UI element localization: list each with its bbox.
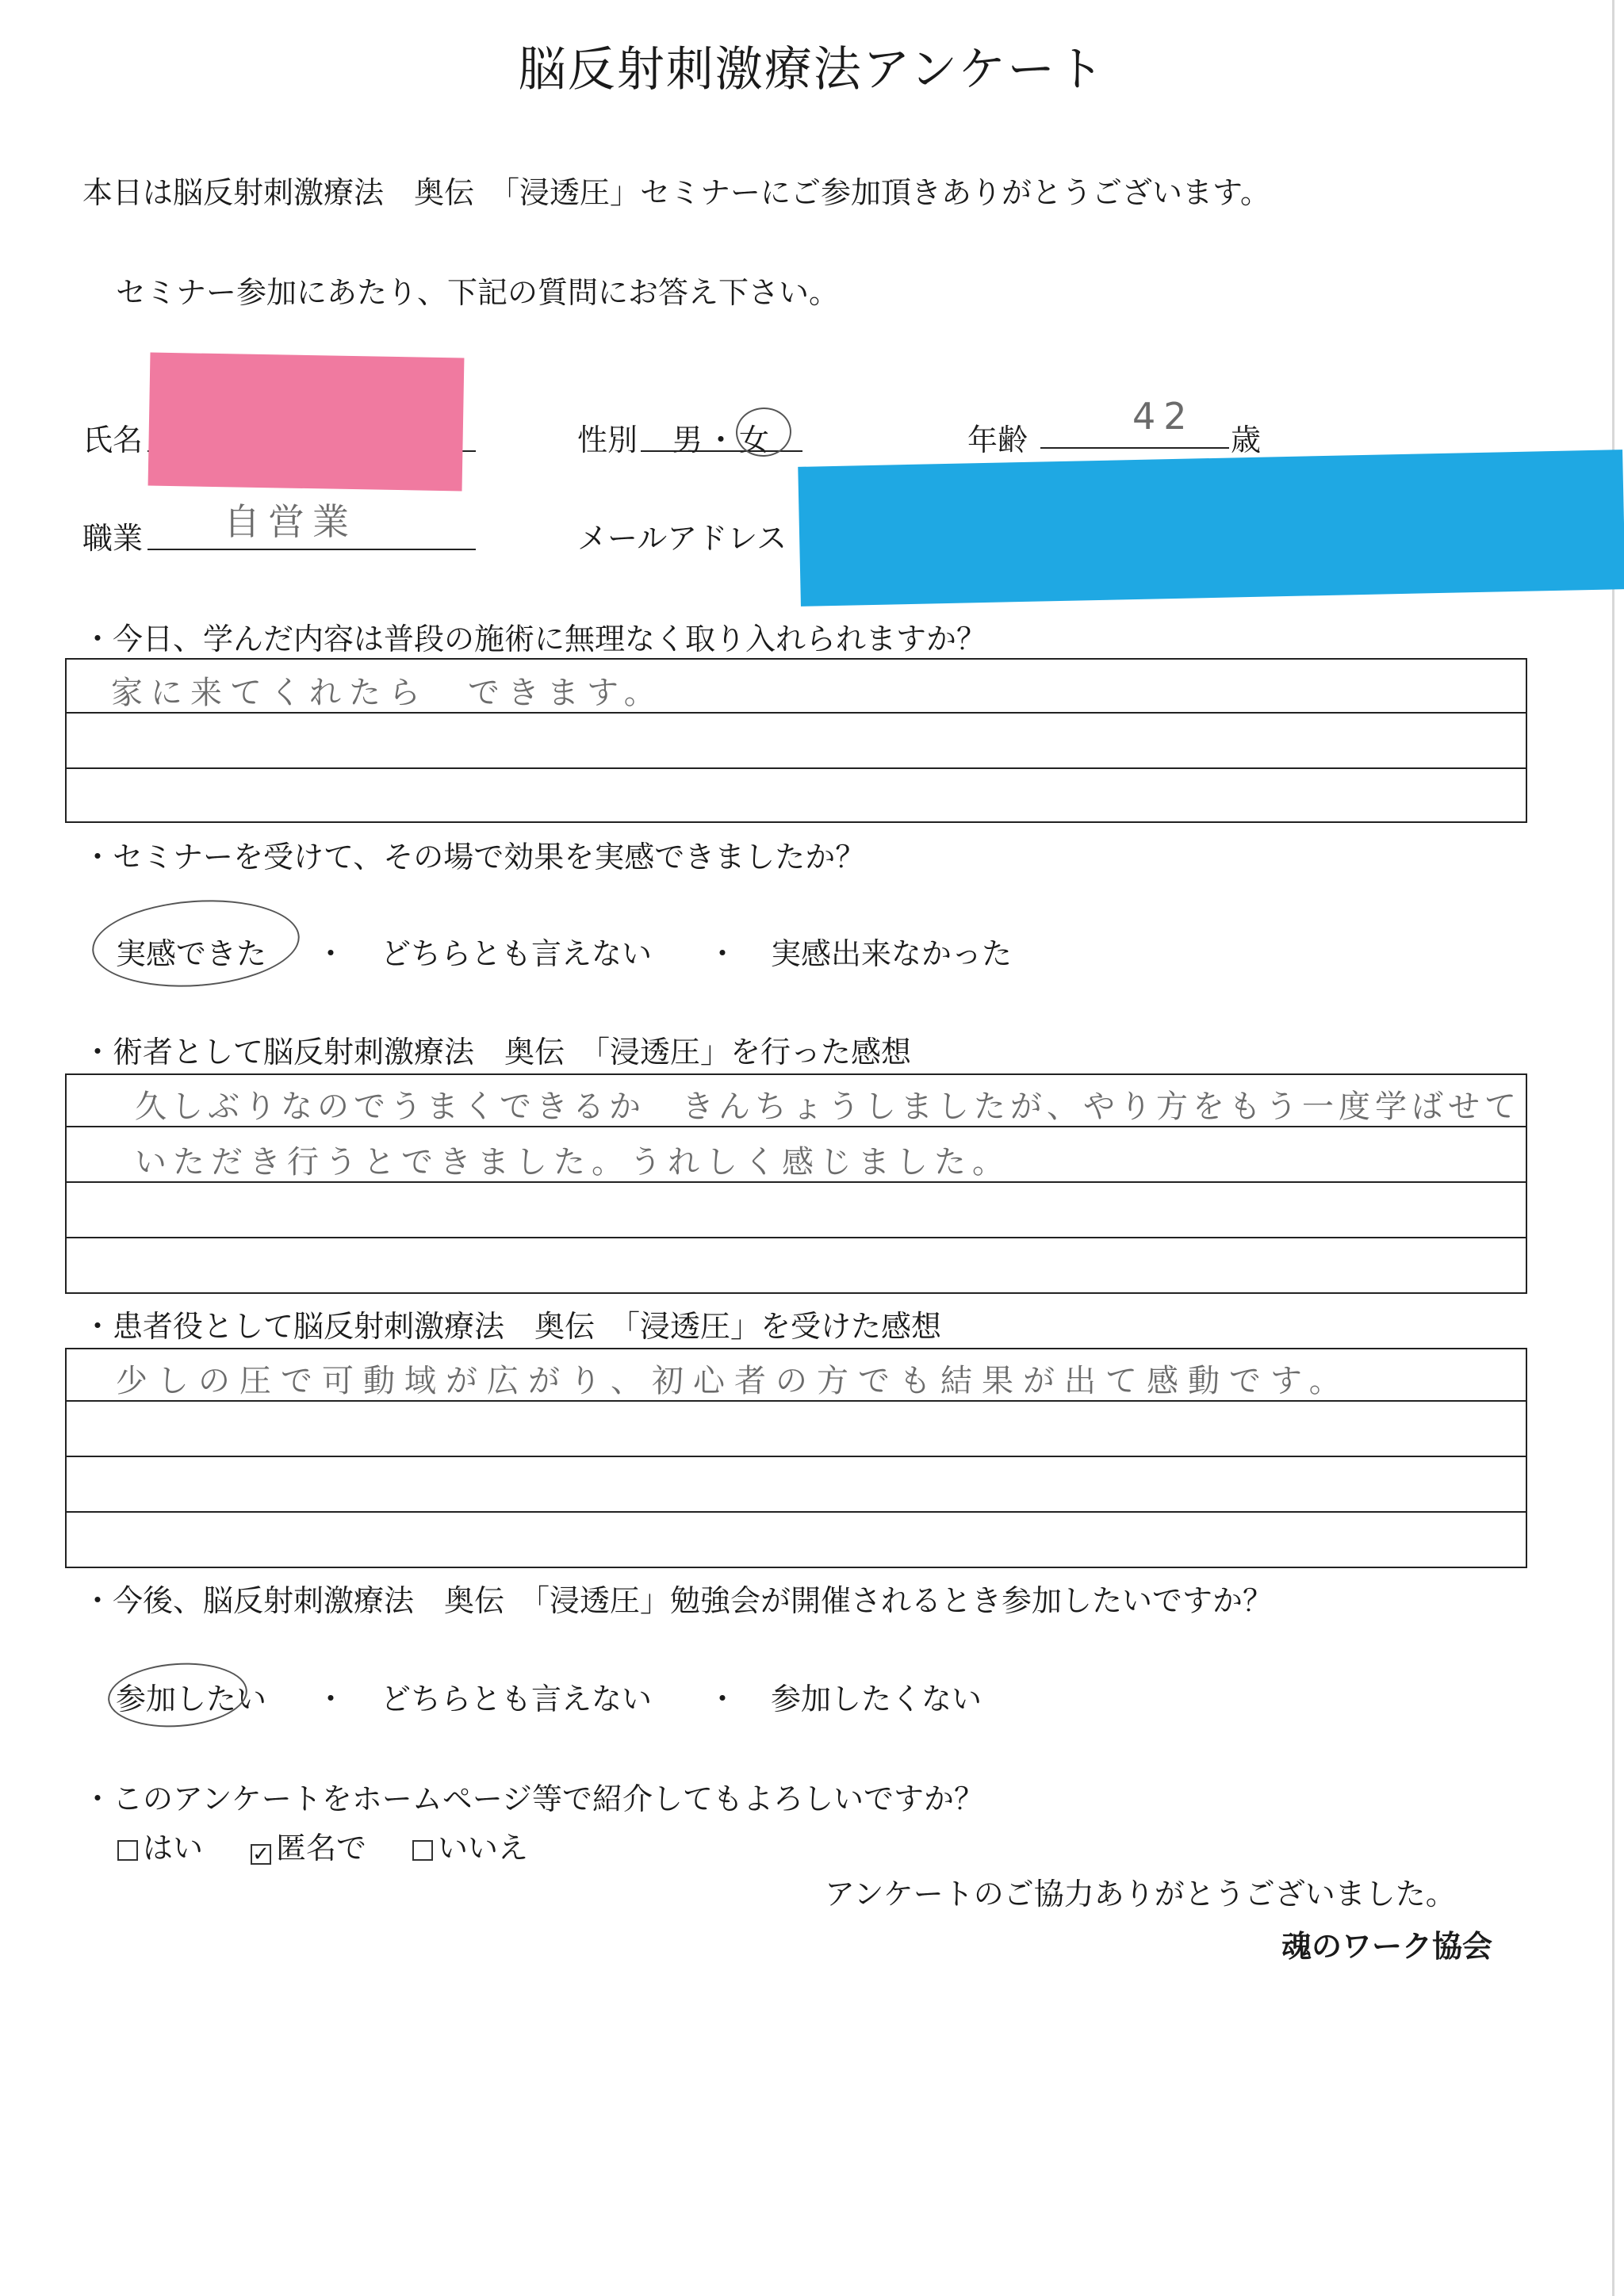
organization-name: 魂のワーク協会 [1281,1928,1493,1964]
answer-line [67,767,1526,769]
option-q2-2[interactable]: どちらとも言えない [381,936,653,971]
age-unit: 歳 [1231,423,1262,457]
gender-options: 男・女 [672,423,773,457]
occupation-label: 職業 [82,521,144,556]
answer-3-line-2: いただき行うとできました。うれしく感じました。 [135,1144,1010,1181]
option-separator: ・ [707,936,738,971]
answer-line [67,1237,1526,1238]
age-value: 42 [1132,395,1195,438]
option-separator: ・ [707,1682,738,1716]
question-4: ・患者役として脳反射刺激療法 奥伝 「浸透圧」を受けた感想 [82,1309,942,1344]
checkbox-yes-label: はい [143,1831,204,1866]
question-3: ・術者として脳反射刺激療法 奥伝 「浸透圧」を行った感想 [82,1035,912,1070]
option-separator: ・ [316,936,347,971]
email-label: メールアドレス [577,521,787,556]
checkbox-anonymous-label: 匿名で [276,1831,367,1866]
gender-label: 性別 [577,423,638,457]
question-1: ・今日、学んだ内容は普段の施術に無理なく取り入れられますか？ [82,622,987,656]
occupation-value: 自営業 [224,500,357,543]
age-field[interactable] [1040,447,1229,449]
checkbox-anonymous[interactable] [251,1823,366,1867]
option-separator: ・ [316,1682,347,1716]
checkbox-yes[interactable] [117,1823,203,1867]
option-q5-1[interactable]: 参加したい [116,1682,267,1716]
instruction-text: セミナー参加にあたり、下記の質問にお答え下さい。 [116,275,840,310]
name-label: 氏名 [82,423,144,457]
question-6: ・このアンケートをホームページ等で紹介してもよろしいですか？ [82,1781,984,1816]
intro-text: 本日は脳反射刺激療法 奥伝 「浸透圧」セミナーにご参加頂きありがとうございます。 [82,175,1270,210]
thanks-text: アンケートのご協力ありがとうございました。 [825,1877,1456,1911]
checkbox-yes-box[interactable] [117,1840,138,1861]
occupation-field[interactable] [147,549,476,550]
option-q2-1[interactable]: 実感できた [116,936,267,971]
answer-4-line-1: 少しの圧で可動域が広がり、初心者の方でも結果が出て感動です。 [116,1363,1350,1399]
page-title: 脳反射刺激療法アンケート [518,42,1106,98]
answer-box-1[interactable] [65,658,1527,823]
answer-3-line-1: 久しぶりなのでうまくできるか きんちょうしましたが、やり方をもう一度学ばせて [135,1089,1521,1125]
option-q5-2[interactable]: どちらとも言えない [381,1682,653,1716]
name-redaction [148,353,465,492]
checkbox-anonymous-box[interactable]: ✓ [251,1844,271,1865]
answer-1-line-1: 家に来てくれたら できます。 [111,675,664,711]
checkbox-no-label: いいえ [438,1831,529,1866]
answer-box-4[interactable] [65,1348,1527,1568]
question-2: ・セミナーを受けて、その場で効果を実感できましたか？ [82,840,866,874]
scan-edge [1612,0,1614,2296]
answer-line [67,1456,1526,1457]
email-redaction [798,450,1624,607]
q2-selected-circle [90,894,303,993]
age-label: 年齢 [967,423,1028,457]
option-q5-3[interactable]: 参加したくない [771,1682,982,1716]
question-5: ・今後、脳反射刺激療法 奥伝 「浸透圧」勉強会が開催されるとき参加したいですか？ [82,1583,1274,1618]
answer-box-3[interactable] [65,1073,1527,1294]
answer-line [67,1511,1526,1513]
q5-selected-circle [105,1659,249,1732]
checkbox-no[interactable] [412,1823,528,1867]
checkbox-no-box[interactable] [412,1840,433,1861]
option-q2-3[interactable]: 実感出来なかった [771,936,1013,971]
